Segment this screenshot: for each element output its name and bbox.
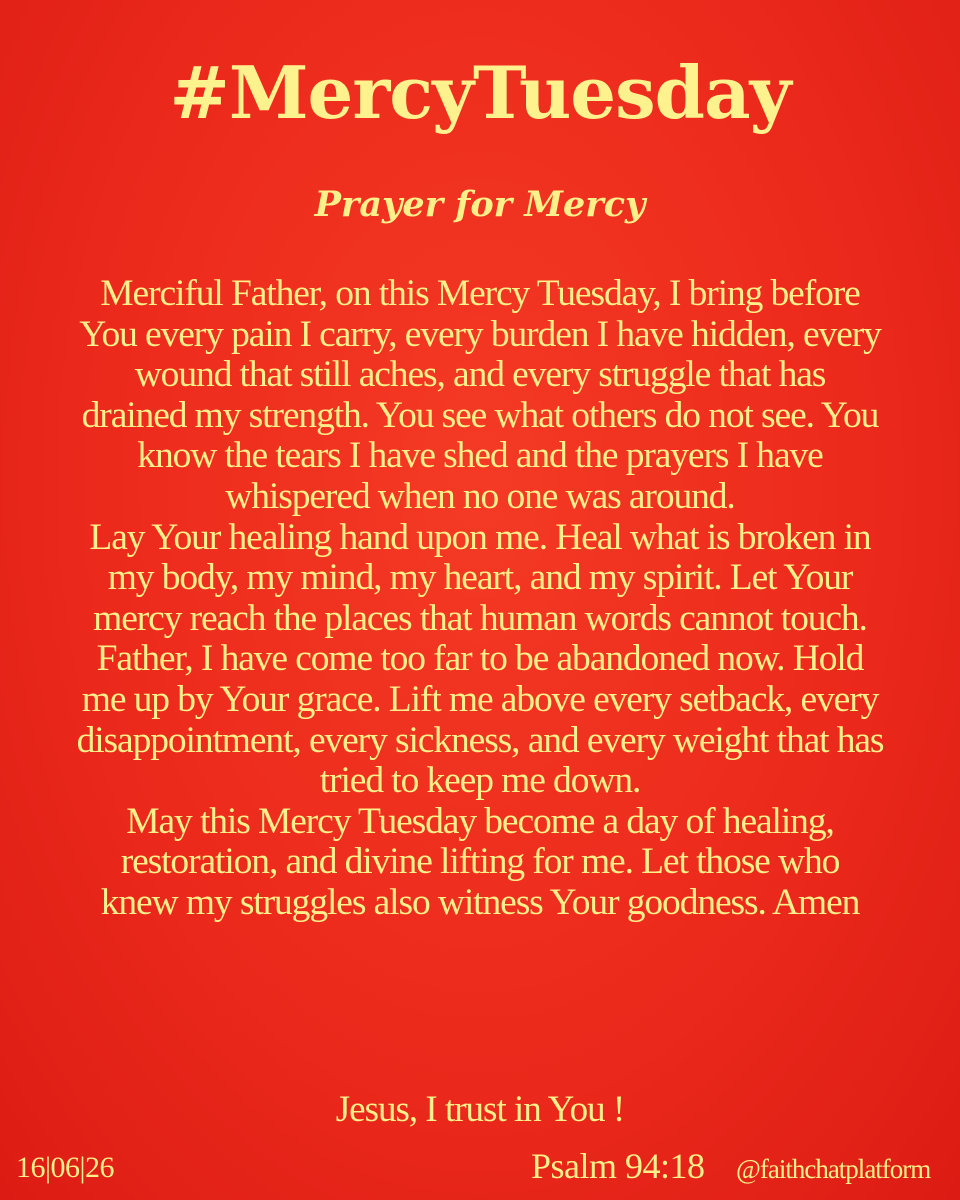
prayer-line: mercy reach the places that human words cannot touch.	[93, 597, 867, 639]
prayer-line: know the tears I have shed and the prayers I have	[137, 435, 823, 477]
closing-line: Jesus, I trust in You !	[335, 1089, 625, 1130]
poster-title: #MercyTuesday	[169, 50, 791, 135]
post-date: 16|06|26	[16, 1151, 115, 1184]
prayer-line: whispered when no one was around.	[225, 475, 735, 517]
prayer-line: drained my strength. You see what others do not see. You	[81, 394, 879, 436]
prayer-line: wound that still aches, and every struggle that has	[134, 354, 826, 396]
prayer-line: knew my struggles also witness Your goodness. Amen	[100, 881, 860, 923]
poster-subtitle: Prayer for Mercy	[314, 184, 646, 225]
prayer-line: my body, my mind, my heart, and my spirit. Let Your	[107, 557, 853, 599]
scripture-reference: Psalm 94:18	[531, 1146, 705, 1186]
prayer-line: Merciful Father, on this Mercy Tuesday, I bring before	[100, 273, 860, 314]
prayer-line: You every pain I carry, every burden I have hidden, every	[79, 313, 881, 355]
prayer-line: me up by Your grace. Lift me above every setback, every	[81, 678, 879, 720]
prayer-line: Father, I have come too far to be abandoned now. Hold	[96, 638, 864, 680]
prayer-line: disappointment, every sickness, and every weight that has	[76, 719, 884, 761]
social-handle: @faithchatplatform	[736, 1154, 931, 1184]
prayer-line: May this Mercy Tuesday become a day of healing,	[126, 800, 834, 842]
prayer-text	[28, 274, 932, 924]
prayer-line: Lay Your healing hand upon me. Heal what is broken in	[89, 516, 871, 558]
prayer-line: restoration, and divine lifting for me. Let those who	[120, 841, 840, 883]
prayer-line: tried to keep me down.	[319, 760, 641, 802]
